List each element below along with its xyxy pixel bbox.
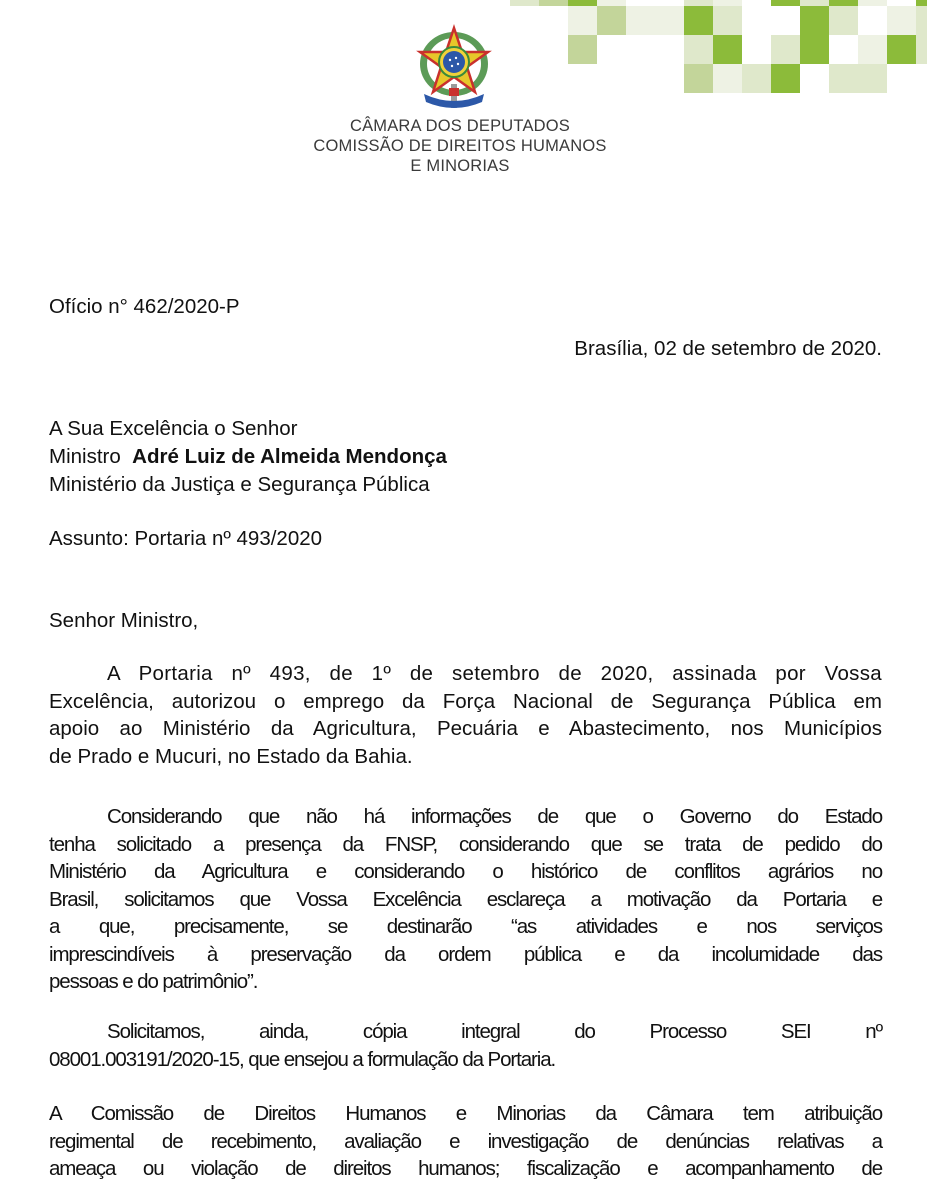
paragraph-line: de Prado e Mucuri, no Estado da Bahia. <box>49 744 413 768</box>
addressee-title: Ministro <box>49 445 121 468</box>
committee-name-line2: E MINORIAS <box>410 157 510 175</box>
paragraph-line: pessoas e do patrimônio”. <box>49 970 258 993</box>
mosaic-tile <box>771 35 800 64</box>
mosaic-tile <box>684 35 713 64</box>
mosaic-tile <box>742 64 771 93</box>
paragraph-1 <box>49 660 882 770</box>
addressee-name: Adré Luiz de Almeida Mendonça <box>132 445 447 468</box>
mosaic-tile <box>858 0 887 6</box>
committee-name-line1: COMISSÃO DE DIREITOS HUMANOS <box>313 137 607 155</box>
mosaic-tile <box>771 64 800 93</box>
mosaic-tile <box>829 6 858 35</box>
paragraph-line: Ministério da Agricultura e considerando o histórico de conflitos agrários no <box>49 860 882 883</box>
mosaic-tile <box>539 0 568 6</box>
starry-sky-disc <box>443 51 465 73</box>
mosaic-tile <box>800 35 829 64</box>
paragraph-line: imprescindíveis à preservação da ordem pública e da incolumidade das <box>49 942 882 966</box>
mosaic-tile <box>800 6 829 35</box>
mosaic-tile <box>597 6 626 35</box>
mosaic-tile <box>713 6 742 35</box>
paragraph-line: Brasil, solicitamos que Vossa Excelência esclareça a motivação da Portaria e <box>49 887 882 911</box>
place-and-date: Brasília, 02 de setembro de 2020. <box>574 337 882 360</box>
mosaic-tile <box>684 6 713 35</box>
mosaic-tile <box>510 0 539 6</box>
paragraph-line: 08001.003191/2020-15, que ensejou a formulação da Portaria. <box>49 1047 556 1071</box>
paragraph-4 <box>49 1100 882 1183</box>
mosaic-tile <box>684 64 713 93</box>
paragraph-line: Solicitamos, ainda, cópia integral do Processo SEI nº <box>107 1020 882 1043</box>
letter-greeting: Senhor Ministro, <box>49 609 199 632</box>
brazil-coat-of-arms-emblem <box>416 24 492 114</box>
addressee-salutation: A Sua Excelência o Senhor <box>49 417 298 440</box>
mosaic-tile <box>713 35 742 64</box>
paragraph-line: A Comissão de Direitos Humanos e Minorias da Câmara tem atribuição <box>49 1102 882 1125</box>
paragraph-line: A Portaria nº 493, de 1º de setembro de 2020, assinada por Vossa <box>107 662 882 685</box>
paragraph-line: regimental de recebimento, avaliação e investigação de denúncias relativas a <box>49 1129 882 1153</box>
mosaic-tile <box>829 64 858 93</box>
mosaic-tile <box>887 6 916 35</box>
paragraph-line: Considerando que não há informações de que o Governo do Estado <box>107 805 882 828</box>
mosaic-tile <box>916 35 927 64</box>
paragraph-line: tenha solicitado a presença da FNSP, considerando que se trata de pedido do <box>49 832 882 856</box>
mosaic-tile <box>858 64 887 93</box>
paragraph-line: Excelência, autorizou o emprego da Força Nacional de Segurança Pública em <box>49 689 882 713</box>
addressee-ministry: Ministério da Justiça e Segurança Pública <box>49 473 430 496</box>
mosaic-tile <box>916 6 927 35</box>
mosaic-tile <box>887 35 916 64</box>
institution-name: CÂMARA DOS DEPUTADOS <box>349 117 571 135</box>
addressee-name-line <box>49 443 447 471</box>
mosaic-tile <box>568 6 597 35</box>
paragraph-3 <box>49 1018 882 1073</box>
mosaic-tile <box>858 35 887 64</box>
paragraph-line: ameaça ou violação de direitos humanos; fiscalização e acompanhamento de <box>49 1157 882 1180</box>
mosaic-tile <box>655 6 684 35</box>
letter-reference: Ofício n° 462/2020-P <box>49 295 240 318</box>
mosaic-tile <box>713 64 742 93</box>
paragraph-line: a que, precisamente, se destinarão “as atividades e nos serviços <box>49 915 882 938</box>
mosaic-tile <box>626 6 655 35</box>
paragraph-line: apoio ao Ministério da Agricultura, Pecuária e Abastecimento, nos Municípios <box>49 717 882 740</box>
mosaic-tile <box>568 35 597 64</box>
paragraph-2 <box>49 803 882 996</box>
letter-subject: Assunto: Portaria nº 493/2020 <box>49 527 323 550</box>
mosaic-tile <box>771 0 800 6</box>
letterhead <box>240 116 680 176</box>
